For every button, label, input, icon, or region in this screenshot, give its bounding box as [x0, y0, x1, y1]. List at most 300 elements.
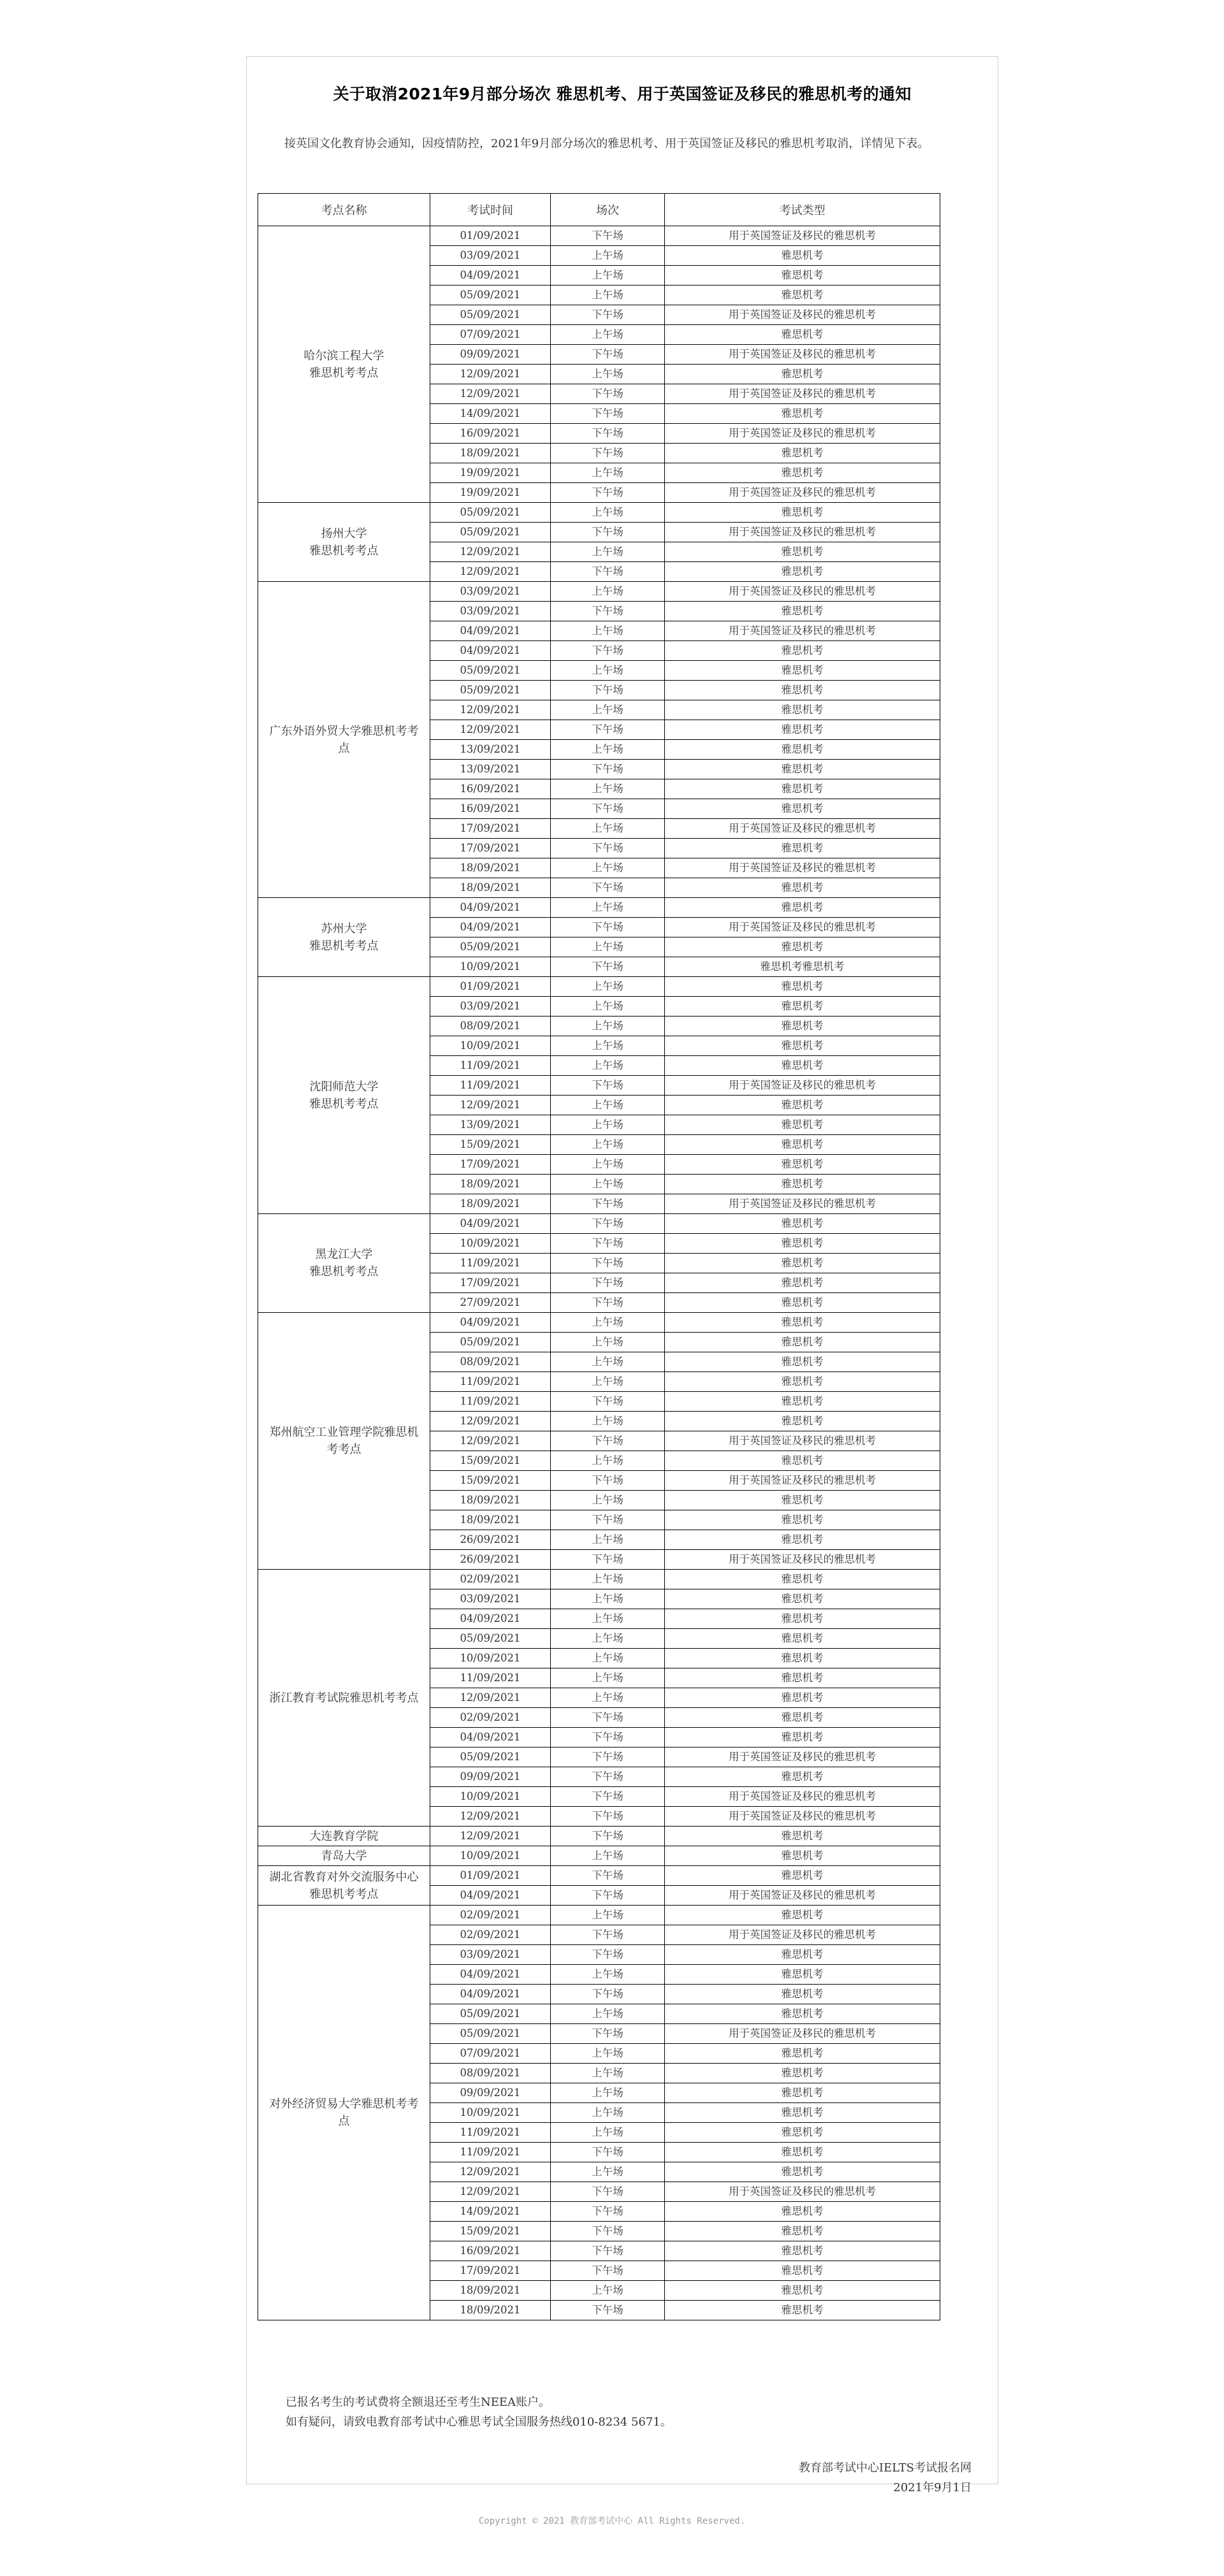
exam-type-cell: 雅思机考	[665, 1708, 940, 1728]
date-cell: 15/09/2021	[430, 1451, 551, 1471]
exam-type-cell: 用于英国签证及移民的雅思机考	[665, 226, 940, 246]
exam-type-cell: 雅思机考	[665, 463, 940, 483]
session-cell: 下午场	[551, 1510, 665, 1530]
session-cell: 上午场	[551, 2083, 665, 2103]
session-cell: 下午场	[551, 1293, 665, 1313]
table-row	[258, 503, 940, 523]
date-cell: 11/09/2021	[430, 1254, 551, 1273]
date-cell: 05/09/2021	[430, 503, 551, 523]
session-cell: 上午场	[551, 1115, 665, 1135]
date-cell: 04/09/2021	[430, 918, 551, 937]
exam-type-cell: 雅思机考	[665, 1273, 940, 1293]
session-cell: 上午场	[551, 1135, 665, 1155]
session-cell: 下午场	[551, 1194, 665, 1214]
session-cell: 上午场	[551, 1688, 665, 1708]
exam-type-cell: 雅思机考	[665, 1510, 940, 1530]
exam-type-cell: 雅思机考	[665, 1866, 940, 1886]
session-cell: 下午场	[551, 2301, 665, 2320]
date-cell: 08/09/2021	[430, 2064, 551, 2083]
site-name-cell: 青岛大学	[258, 1846, 430, 1866]
exam-type-cell: 雅思机考	[665, 562, 940, 582]
exam-type-cell: 雅思机考	[665, 1609, 940, 1629]
date-cell: 08/09/2021	[430, 1017, 551, 1036]
exam-type-cell: 雅思机考	[665, 641, 940, 661]
date-cell: 09/09/2021	[430, 345, 551, 365]
exam-type-cell: 雅思机考	[665, 1036, 940, 1056]
date-cell: 03/09/2021	[430, 1589, 551, 1609]
signature-org: 教育部考试中心IELTS考试报名网	[798, 2461, 972, 2475]
table-row	[258, 1846, 940, 1866]
exam-type-cell: 雅思机考	[665, 1985, 940, 2004]
exam-type-cell: 雅思机考	[665, 2281, 940, 2301]
exam-type-cell: 用于英国签证及移民的雅思机考	[665, 1550, 940, 1570]
exam-type-cell: 用于英国签证及移民的雅思机考	[665, 1431, 940, 1451]
date-cell: 04/09/2021	[430, 1214, 551, 1234]
date-cell: 15/09/2021	[430, 1135, 551, 1155]
header-exam-type: 考试类型	[665, 194, 940, 226]
date-cell: 18/09/2021	[430, 1491, 551, 1510]
session-cell: 下午场	[551, 799, 665, 819]
exam-type-cell: 用于英国签证及移民的雅思机考	[665, 1886, 940, 1906]
session-cell: 上午场	[551, 1096, 665, 1115]
header-date: 考试时间	[430, 194, 551, 226]
date-cell: 05/09/2021	[430, 937, 551, 957]
exam-type-cell: 雅思机考	[665, 720, 940, 740]
session-cell: 上午场	[551, 997, 665, 1017]
table-row	[258, 898, 940, 918]
session-cell: 下午场	[551, 2202, 665, 2222]
exam-type-cell: 雅思机考	[665, 1155, 940, 1175]
exam-type-cell: 雅思机考	[665, 1352, 940, 1372]
table-row	[258, 977, 940, 997]
exam-type-cell: 雅思机考	[665, 1451, 940, 1471]
date-cell: 18/09/2021	[430, 444, 551, 463]
date-cell: 10/09/2021	[430, 2103, 551, 2123]
exam-type-cell: 雅思机考	[665, 1945, 940, 1965]
exam-type-cell: 雅思机考	[665, 266, 940, 286]
date-cell: 15/09/2021	[430, 1471, 551, 1491]
exam-type-cell: 用于英国签证及移民的雅思机考	[665, 1076, 940, 1096]
exam-type-cell: 雅思机考	[665, 1668, 940, 1688]
date-cell: 04/09/2021	[430, 1728, 551, 1747]
session-cell: 下午场	[551, 1925, 665, 1945]
date-cell: 16/09/2021	[430, 779, 551, 799]
exam-type-cell: 雅思机考	[665, 1570, 940, 1589]
date-cell: 05/09/2021	[430, 523, 551, 542]
date-cell: 10/09/2021	[430, 1234, 551, 1254]
session-cell: 上午场	[551, 266, 665, 286]
site-name-cell: 哈尔滨工程大学 雅思机考考点	[258, 226, 430, 503]
date-cell: 13/09/2021	[430, 760, 551, 779]
date-cell: 07/09/2021	[430, 2044, 551, 2064]
date-cell: 05/09/2021	[430, 305, 551, 325]
exam-type-cell: 雅思机考	[665, 2301, 940, 2320]
copyright: Copyright © 2021 教育部考试中心 All Rights Reserved.	[478, 2516, 746, 2526]
session-cell: 上午场	[551, 1313, 665, 1333]
exam-type-cell: 雅思机考	[665, 1017, 940, 1036]
exam-type-cell: 用于英国签证及移民的雅思机考	[665, 2024, 940, 2044]
session-cell: 上午场	[551, 1491, 665, 1510]
session-cell: 上午场	[551, 2103, 665, 2123]
session-cell: 下午场	[551, 760, 665, 779]
exam-type-cell: 雅思机考	[665, 1175, 940, 1194]
date-cell: 05/09/2021	[430, 2004, 551, 2024]
session-cell: 下午场	[551, 839, 665, 858]
exam-type-cell: 雅思机考	[665, 1254, 940, 1273]
session-cell: 上午场	[551, 937, 665, 957]
notes	[286, 2392, 923, 2432]
date-cell: 05/09/2021	[430, 1629, 551, 1649]
exam-type-cell: 雅思机考	[665, 1589, 940, 1609]
date-cell: 12/09/2021	[430, 384, 551, 404]
date-cell: 14/09/2021	[430, 404, 551, 424]
session-cell: 上午场	[551, 977, 665, 997]
exam-type-cell: 雅思机考雅思机考	[665, 957, 940, 977]
date-cell: 04/09/2021	[430, 1886, 551, 1906]
date-cell: 12/09/2021	[430, 1807, 551, 1827]
exam-type-cell: 雅思机考	[665, 1688, 940, 1708]
exam-type-cell: 用于英国签证及移民的雅思机考	[665, 621, 940, 641]
session-cell: 上午场	[551, 1570, 665, 1589]
exam-type-cell: 雅思机考	[665, 760, 940, 779]
session-cell: 上午场	[551, 1412, 665, 1431]
date-cell: 01/09/2021	[430, 226, 551, 246]
refund-note: 已报名考生的考试费将全额退还至考生NEEA账户。	[286, 2396, 551, 2409]
date-cell: 10/09/2021	[430, 1787, 551, 1807]
exam-type-cell: 雅思机考	[665, 2123, 940, 2143]
session-cell: 上午场	[551, 1333, 665, 1352]
table-row	[258, 1827, 940, 1846]
date-cell: 12/09/2021	[430, 2182, 551, 2202]
date-cell: 19/09/2021	[430, 463, 551, 483]
exam-type-cell: 用于英国签证及移民的雅思机考	[665, 424, 940, 444]
date-cell: 26/09/2021	[430, 1550, 551, 1570]
exam-type-cell: 用于英国签证及移民的雅思机考	[665, 1471, 940, 1491]
table-body	[258, 226, 940, 2320]
date-cell: 16/09/2021	[430, 799, 551, 819]
session-cell: 下午场	[551, 878, 665, 898]
session-cell: 上午场	[551, 2064, 665, 2083]
exam-type-cell: 用于英国签证及移民的雅思机考	[665, 1787, 940, 1807]
session-cell: 下午场	[551, 2261, 665, 2281]
exam-type-cell: 雅思机考	[665, 1056, 940, 1076]
session-cell: 下午场	[551, 720, 665, 740]
date-cell: 26/09/2021	[430, 1530, 551, 1550]
date-cell: 12/09/2021	[430, 1688, 551, 1708]
date-cell: 19/09/2021	[430, 483, 551, 503]
date-cell: 16/09/2021	[430, 2241, 551, 2261]
site-name-cell: 沈阳师范大学 雅思机考考点	[258, 977, 430, 1214]
date-cell: 11/09/2021	[430, 2143, 551, 2162]
date-cell: 03/09/2021	[430, 997, 551, 1017]
site-name-cell: 黑龙江大学 雅思机考考点	[258, 1214, 430, 1313]
date-cell: 11/09/2021	[430, 1392, 551, 1412]
exam-type-cell: 雅思机考	[665, 1372, 940, 1392]
session-cell: 上午场	[551, 621, 665, 641]
exam-type-cell: 用于英国签证及移民的雅思机考	[665, 1747, 940, 1767]
exam-type-cell: 雅思机考	[665, 661, 940, 681]
date-cell: 05/09/2021	[430, 1747, 551, 1767]
session-cell: 下午场	[551, 1945, 665, 1965]
session-cell: 上午场	[551, 1668, 665, 1688]
exam-type-cell: 用于英国签证及移民的雅思机考	[665, 1807, 940, 1827]
session-cell: 下午场	[551, 1787, 665, 1807]
session-cell: 上午场	[551, 1846, 665, 1866]
date-cell: 11/09/2021	[430, 1056, 551, 1076]
date-cell: 02/09/2021	[430, 1708, 551, 1728]
exam-type-cell: 雅思机考	[665, 1827, 940, 1846]
exam-type-cell: 雅思机考	[665, 2222, 940, 2241]
date-cell: 18/09/2021	[430, 858, 551, 878]
session-cell: 上午场	[551, 2162, 665, 2182]
session-cell: 上午场	[551, 2281, 665, 2301]
session-cell: 下午场	[551, 2182, 665, 2202]
session-cell: 上午场	[551, 1589, 665, 1609]
exam-type-cell: 雅思机考	[665, 246, 940, 266]
date-cell: 12/09/2021	[430, 1431, 551, 1451]
session-cell: 下午场	[551, 641, 665, 661]
exam-type-cell: 雅思机考	[665, 1115, 940, 1135]
exam-type-cell: 雅思机考	[665, 503, 940, 523]
exam-type-cell: 雅思机考	[665, 1214, 940, 1234]
session-cell: 下午场	[551, 1827, 665, 1846]
session-cell: 下午场	[551, 918, 665, 937]
session-cell: 下午场	[551, 602, 665, 621]
date-cell: 05/09/2021	[430, 681, 551, 700]
exam-type-cell: 雅思机考	[665, 779, 940, 799]
session-cell: 下午场	[551, 1234, 665, 1254]
exam-type-cell: 雅思机考	[665, 444, 940, 463]
exam-type-cell: 雅思机考	[665, 740, 940, 760]
exam-type-cell: 雅思机考	[665, 1965, 940, 1985]
date-cell: 02/09/2021	[430, 1570, 551, 1589]
session-cell: 下午场	[551, 1392, 665, 1412]
session-cell: 上午场	[551, 2004, 665, 2024]
date-cell: 12/09/2021	[430, 2162, 551, 2182]
notice-title: 关于取消2021年9月部分场次 雅思机考、用于英国签证及移民的雅思机考的通知	[333, 85, 912, 103]
exam-type-cell: 雅思机考	[665, 2162, 940, 2182]
exam-type-cell: 雅思机考	[665, 977, 940, 997]
date-cell: 11/09/2021	[430, 1668, 551, 1688]
session-cell: 上午场	[551, 325, 665, 345]
exam-type-cell: 雅思机考	[665, 1530, 940, 1550]
exam-type-cell: 雅思机考	[665, 700, 940, 720]
session-cell: 下午场	[551, 1214, 665, 1234]
exam-type-cell: 雅思机考	[665, 1412, 940, 1431]
date-cell: 04/09/2021	[430, 898, 551, 918]
date-cell: 03/09/2021	[430, 602, 551, 621]
session-cell: 上午场	[551, 779, 665, 799]
session-cell: 下午场	[551, 226, 665, 246]
session-cell: 上午场	[551, 1352, 665, 1372]
session-cell: 下午场	[551, 1985, 665, 2004]
session-cell: 上午场	[551, 1017, 665, 1036]
session-cell: 上午场	[551, 2044, 665, 2064]
date-cell: 12/09/2021	[430, 562, 551, 582]
date-cell: 12/09/2021	[430, 365, 551, 384]
date-cell: 03/09/2021	[430, 246, 551, 266]
date-cell: 12/09/2021	[430, 700, 551, 720]
session-cell: 下午场	[551, 681, 665, 700]
exam-type-cell: 雅思机考	[665, 799, 940, 819]
exam-type-cell: 雅思机考	[665, 878, 940, 898]
date-cell: 05/09/2021	[430, 2024, 551, 2044]
date-cell: 15/09/2021	[430, 2222, 551, 2241]
date-cell: 13/09/2021	[430, 1115, 551, 1135]
session-cell: 上午场	[551, 1036, 665, 1056]
session-cell: 下午场	[551, 1728, 665, 1747]
exam-type-cell: 雅思机考	[665, 1234, 940, 1254]
session-cell: 下午场	[551, 957, 665, 977]
session-cell: 下午场	[551, 1747, 665, 1767]
session-cell: 上午场	[551, 1649, 665, 1668]
date-cell: 01/09/2021	[430, 1866, 551, 1886]
exam-type-cell: 用于英国签证及移民的雅思机考	[665, 384, 940, 404]
site-name-cell: 对外经济贸易大学雅思机考考点	[258, 1906, 430, 2320]
signature-date: 2021年9月1日	[893, 2481, 972, 2494]
date-cell: 12/09/2021	[430, 720, 551, 740]
exam-type-cell: 雅思机考	[665, 1135, 940, 1155]
table-row	[258, 1214, 940, 1234]
exam-type-cell: 用于英国签证及移民的雅思机考	[665, 819, 940, 839]
exam-type-cell: 雅思机考	[665, 937, 940, 957]
date-cell: 12/09/2021	[430, 1096, 551, 1115]
date-cell: 27/09/2021	[430, 1293, 551, 1313]
session-cell: 下午场	[551, 444, 665, 463]
exam-type-cell: 雅思机考	[665, 286, 940, 305]
date-cell: 05/09/2021	[430, 1333, 551, 1352]
session-cell: 上午场	[551, 1451, 665, 1471]
site-name-cell: 苏州大学 雅思机考考点	[258, 898, 430, 977]
date-cell: 05/09/2021	[430, 661, 551, 681]
date-cell: 17/09/2021	[430, 1273, 551, 1293]
date-cell: 18/09/2021	[430, 2301, 551, 2320]
date-cell: 04/09/2021	[430, 1985, 551, 2004]
session-cell: 上午场	[551, 365, 665, 384]
exam-type-cell: 雅思机考	[665, 404, 940, 424]
session-cell: 上午场	[551, 819, 665, 839]
contact-note: 如有疑问，请致电教育部考试中心雅思考试全国服务热线010-8234 5671。	[286, 2415, 672, 2429]
exam-type-cell: 雅思机考	[665, 542, 940, 562]
date-cell: 18/09/2021	[430, 878, 551, 898]
exam-type-cell: 雅思机考	[665, 839, 940, 858]
session-cell: 下午场	[551, 345, 665, 365]
date-cell: 10/09/2021	[430, 1846, 551, 1866]
table-row	[258, 1866, 940, 1886]
site-name-cell: 扬州大学 雅思机考考点	[258, 503, 430, 582]
exam-type-cell: 雅思机考	[665, 1906, 940, 1925]
session-cell: 上午场	[551, 1530, 665, 1550]
exam-type-cell: 雅思机考	[665, 602, 940, 621]
date-cell: 17/09/2021	[430, 1155, 551, 1175]
session-cell: 下午场	[551, 404, 665, 424]
date-cell: 11/09/2021	[430, 1076, 551, 1096]
session-cell: 上午场	[551, 542, 665, 562]
date-cell: 16/09/2021	[430, 424, 551, 444]
session-cell: 上午场	[551, 582, 665, 602]
session-cell: 上午场	[551, 661, 665, 681]
date-cell: 18/09/2021	[430, 1175, 551, 1194]
session-cell: 下午场	[551, 424, 665, 444]
date-cell: 17/09/2021	[430, 839, 551, 858]
exam-type-cell: 雅思机考	[665, 1392, 940, 1412]
date-cell: 04/09/2021	[430, 1313, 551, 1333]
session-cell: 上午场	[551, 286, 665, 305]
site-name-cell: 湖北省教育对外交流服务中心雅思机考考点	[258, 1866, 430, 1906]
table-row	[258, 1313, 940, 1333]
date-cell: 12/09/2021	[430, 1412, 551, 1431]
cancellation-table	[258, 193, 940, 2320]
exam-type-cell: 雅思机考	[665, 365, 940, 384]
exam-type-cell: 用于英国签证及移民的雅思机考	[665, 918, 940, 937]
table-row	[258, 1570, 940, 1589]
exam-type-cell: 用于英国签证及移民的雅思机考	[665, 1925, 940, 1945]
exam-type-cell: 雅思机考	[665, 2241, 940, 2261]
date-cell: 10/09/2021	[430, 1036, 551, 1056]
site-name-cell: 广东外语外贸大学雅思机考考点	[258, 582, 430, 898]
table-row	[258, 1906, 940, 1925]
session-cell: 上午场	[551, 700, 665, 720]
session-cell: 下午场	[551, 1471, 665, 1491]
session-cell: 下午场	[551, 1886, 665, 1906]
session-cell: 下午场	[551, 562, 665, 582]
date-cell: 04/09/2021	[430, 266, 551, 286]
session-cell: 下午场	[551, 305, 665, 325]
session-cell: 上午场	[551, 1629, 665, 1649]
exam-type-cell: 用于英国签证及移民的雅思机考	[665, 345, 940, 365]
exam-type-cell: 用于英国签证及移民的雅思机考	[665, 582, 940, 602]
date-cell: 02/09/2021	[430, 1925, 551, 1945]
exam-type-cell: 用于英国签证及移民的雅思机考	[665, 305, 940, 325]
exam-type-cell: 用于英国签证及移民的雅思机考	[665, 483, 940, 503]
date-cell: 03/09/2021	[430, 1945, 551, 1965]
exam-type-cell: 雅思机考	[665, 1629, 940, 1649]
exam-type-cell: 雅思机考	[665, 2143, 940, 2162]
date-cell: 10/09/2021	[430, 1649, 551, 1668]
exam-type-cell: 雅思机考	[665, 2202, 940, 2222]
date-cell: 11/09/2021	[430, 2123, 551, 2143]
session-cell: 下午场	[551, 2241, 665, 2261]
table-header-row	[258, 194, 940, 226]
session-cell: 上午场	[551, 740, 665, 760]
date-cell: 03/09/2021	[430, 582, 551, 602]
session-cell: 上午场	[551, 1965, 665, 1985]
exam-type-cell: 雅思机考	[665, 1649, 940, 1668]
session-cell: 下午场	[551, 2024, 665, 2044]
session-cell: 下午场	[551, 1866, 665, 1886]
session-cell: 下午场	[551, 1708, 665, 1728]
date-cell: 07/09/2021	[430, 325, 551, 345]
exam-type-cell: 雅思机考	[665, 2083, 940, 2103]
exam-type-cell: 雅思机考	[665, 1293, 940, 1313]
date-cell: 04/09/2021	[430, 621, 551, 641]
session-cell: 上午场	[551, 463, 665, 483]
session-cell: 上午场	[551, 1372, 665, 1392]
date-cell: 04/09/2021	[430, 641, 551, 661]
date-cell: 04/09/2021	[430, 1965, 551, 1985]
session-cell: 上午场	[551, 1609, 665, 1629]
session-cell: 下午场	[551, 1076, 665, 1096]
exam-type-cell: 用于英国签证及移民的雅思机考	[665, 523, 940, 542]
session-cell: 下午场	[551, 1550, 665, 1570]
session-cell: 上午场	[551, 1056, 665, 1076]
session-cell: 下午场	[551, 483, 665, 503]
date-cell: 02/09/2021	[430, 1906, 551, 1925]
date-cell: 18/09/2021	[430, 1194, 551, 1214]
exam-type-cell: 雅思机考	[665, 2064, 940, 2083]
table-row	[258, 582, 940, 602]
exam-type-cell: 雅思机考	[665, 1846, 940, 1866]
